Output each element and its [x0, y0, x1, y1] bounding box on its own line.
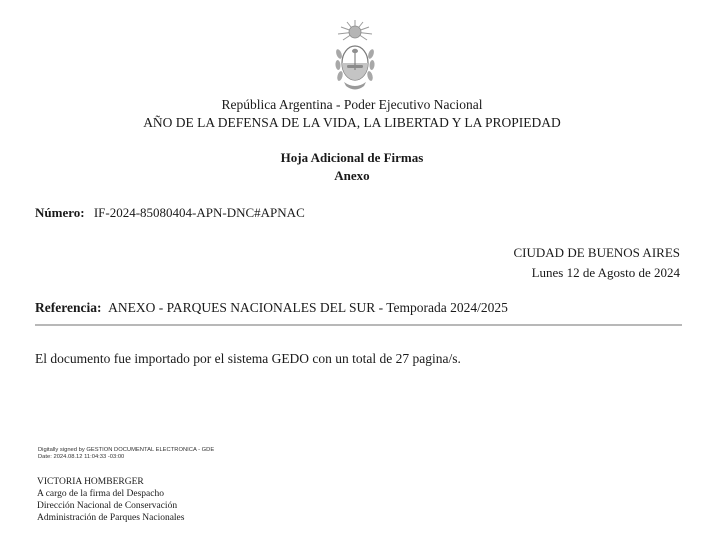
- place-city: CIUDAD DE BUENOS AIRES: [513, 245, 680, 260]
- document-number: [35, 205, 305, 221]
- signer-role: A cargo de la firma del Despacho: [37, 489, 164, 499]
- reference: [35, 300, 508, 316]
- header-government-line: República Argentina - Poder Ejecutivo Nacional: [221, 97, 483, 112]
- document-title: Hoja Adicional de Firmas: [280, 150, 424, 165]
- signer-agency: Administración de Parques Nacionales: [37, 513, 185, 523]
- document-number-value: IF-2024-85080404-APN-DNC#APNAC: [93, 205, 305, 220]
- header-year-motto: AÑO DE LA DEFENSA DE LA VIDA, LA LIBERTAD Y LA PROPIEDAD: [143, 115, 561, 130]
- place-date: Lunes 12 de Agosto de 2024: [531, 265, 680, 280]
- document-subtitle: Anexo: [334, 168, 370, 183]
- signer-name: VICTORIA HOMBERGER: [37, 477, 144, 487]
- body-text: El documento fue importado por el sistema GEDO con un total de 27 pagina/s.: [35, 351, 461, 366]
- signer-office: Dirección Nacional de Conservación: [37, 501, 178, 511]
- digital-signature-date: Date: 2024.08.12 11:04:33 -03:00: [38, 454, 125, 460]
- coat-of-arms-icon: [333, 18, 377, 94]
- digital-signature-line: Digitally signed by GESTION DOCUMENTAL ELECTRONICA - GDE: [38, 447, 215, 453]
- document-number-label: Número:: [35, 205, 85, 220]
- reference-value: ANEXO - PARQUES NACIONALES DEL SUR - Temporada 2024/2025: [108, 300, 508, 315]
- divider: [35, 324, 682, 326]
- reference-label: Referencia:: [35, 300, 102, 315]
